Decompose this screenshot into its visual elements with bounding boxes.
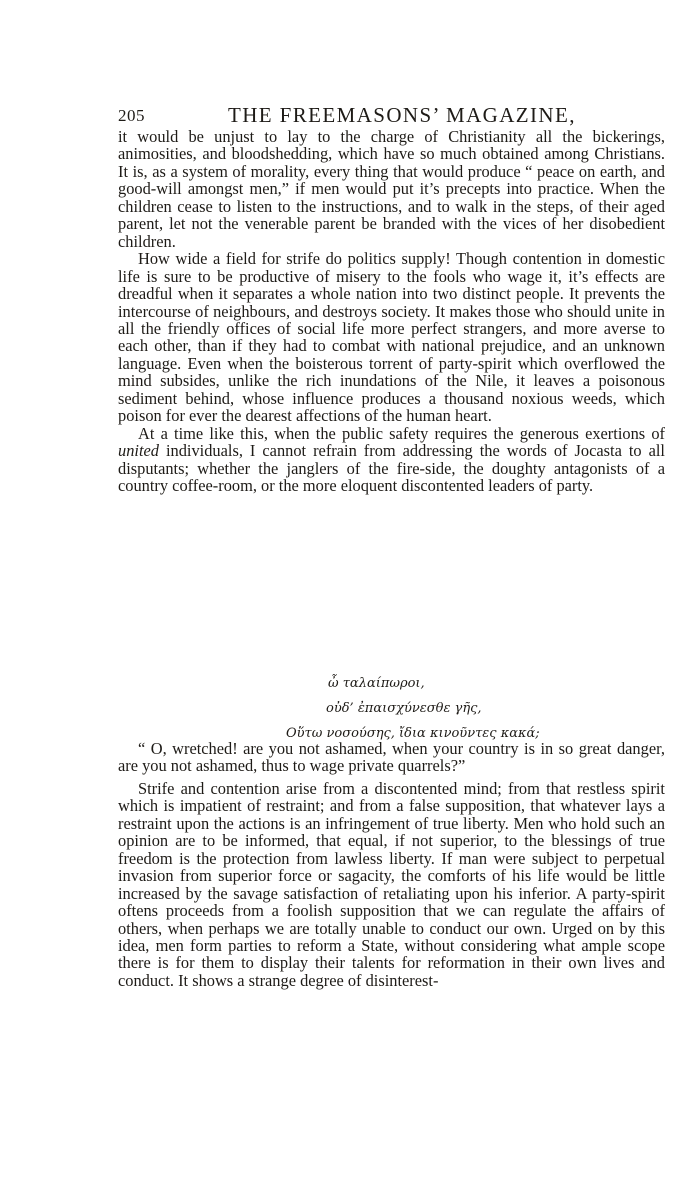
translation-paragraph: “ O, wretched! are you not ashamed, when your country is in so great danger, are you not ashamed, thus to wage private quarrels?” <box>118 739 665 776</box>
paragraph-jocasta-start: At a time like this, when the public safety requires the generous exertions of <box>138 423 665 443</box>
running-head: THE FREEMASONS’ MAGAZINE, <box>228 103 576 127</box>
paragraph-politics: How wide a field for strife do politics supply! Though contention in domestic life is sure to be productive of misery to the fools who wage it, it’s effects are dreadful when it separates a whole nation into two distinct people. It prevents the intercourse of neighbours, and destroys society. It makes those who should unite in all the friendly offices of social life more perfect strangers, and more averse to each other, than if they had to combat with national prejudice, and an unknown language. Even when the boisterous torrent of party-spirit which overflowed the mind subsides, unlike the rich inundations of the Nile, it leaves a poisonous sediment behind, whose influence produces a thousand noxious weeds, which poison for ever the dearest affections of the human heart. <box>118 249 665 426</box>
paragraph-strife: Strife and contention arise from a discontented mind; from that restless spirit which is impatient of restraint; and from a false supposition, that whatever lays a restraint upon the actions is an infringement of true liberty. Men who hold such an opinion are to be informed, that equal, if not superior, to the blessings of true freedom is the protection from lawless liberty. If man were subject to perpetual invasion from superior force or sagacity, the comforts of his life would be little increased by the savage satisfaction of retaliating upon his inferior. A party-spirit oftens proceeds from a foolish supposition that we can regulate the affairs of others, when perhaps we are totally unable to conduct our own. Urged on by this idea, men form parties to reform a State, without considering what ample scope there is for them to display their talents for reformation in their own lives and conduct. It shows a strange degree of disinterest- <box>118 778 665 990</box>
body-text-lower <box>118 740 665 989</box>
body-text-upper <box>118 128 665 495</box>
greek-quotation <box>260 671 600 746</box>
page-header <box>118 103 670 129</box>
greek-line-2: οὐδ’ ἐπαισχύνεσθε γῆς, <box>326 701 482 716</box>
emphasis-united: united <box>118 441 159 461</box>
greek-line-3: Οὕτω νοσούσης, ἴδια κινοῦντες κακά; <box>286 726 540 741</box>
page-number: 205 <box>118 106 145 125</box>
paragraph-continuation: it would be unjust to lay to the charge of Christianity all the bickerings, animosities, and bloodshedding, which have so much obtained among Christians. It is, as a system of morality, every thing that would produce “ peace on earth, and good-will amongst men,” if men would put it’s precepts into practice. When the children cease to listen to the instructions, and to walk in the steps, of their aged parent, let not the venerable parent be branded with the vices of her disobedient children. <box>118 127 665 251</box>
greek-line-1: ὦ ταλαίπωροι, <box>328 676 425 691</box>
paragraph-jocasta-end: individuals, I cannot refrain from addressing the words of Jocasta to all disputants; whether the janglers of the fire-side, the doughty antagonists of a country coffee-room, or the more eloquent discontented leaders of party. <box>118 441 665 496</box>
paragraph-jocasta <box>118 425 665 495</box>
